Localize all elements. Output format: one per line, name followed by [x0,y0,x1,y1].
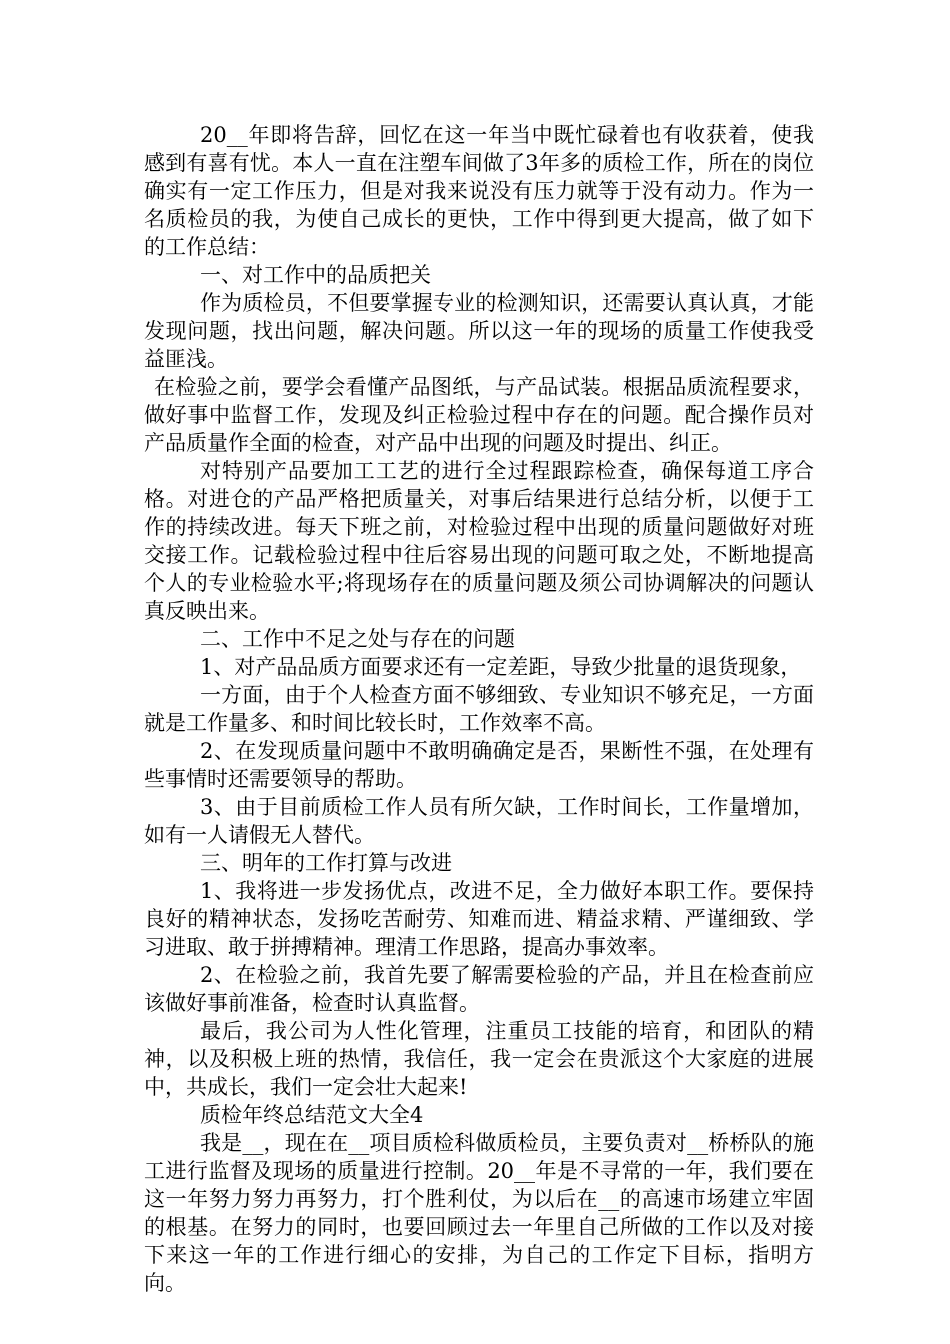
paragraph: 我是__，现在在__项目质检科做质检员，主要负责对__桥桥队的施工进行监督及现场的质量进行控制。20__年是不寻常的一年，我们要在这一年努力努力再努力，打个胜利仗，为以后在__的高速市场建立牢固的根基。在努力的同时，也要回顾过去一年里自己所做的工作以及对接下来这一年的工作进行细心的安排，为自己的工作定下目标，指明方向。 [144,1131,814,1295]
paragraph: 对特别产品要加工工艺的进行全过程跟踪检查，确保每道工序合格。对进仓的产品严格把质量关，对事后结果进行总结分析，以便于工作的持续改进。每天下班之前，对检验过程中出现的质量问题做好对班交接工作。记载检验过程中往后容易出现的问题可取之处，不断地提高个人的专业检验水平;将现场存在的质量问题及须公司协调解决的问题认真反映出来。 [144,459,814,623]
paragraph: 一方面，由于个人检查方面不够细致、专业知识不够充足，一方面就是工作量多、和时间比较长时，工作效率不高。 [144,683,814,735]
paragraph: 1、对产品品质方面要求还有一定差距，导致少批量的退货现象， [200,655,802,679]
section-heading-3: 三、明年的工作打算与改进 [200,851,452,875]
paragraph: 在检验之前，要学会看懂产品图纸，与产品试装。根据品质流程要求，做好事中监督工作，发现及纠正检验过程中存在的问题。配合操作员对产品质量作全面的检查，对产品中出现的问题及时提出、纠正。 [144,375,814,455]
section-heading-1: 一、对工作中的品质把关 [200,263,431,287]
paragraph: 最后，我公司为人性化管理，注重员工技能的培育，和团队的精神，以及积极上班的热情，我信任，我一定会在贵派这个大家庭的进展中，共成长，我们一定会壮大起来! [144,1019,814,1099]
article-title: 质检年终总结范文大全4 [200,1103,424,1127]
paragraph-intro: 20__年即将告辞，回忆在这一年当中既忙碌着也有收获着，使我感到有喜有忧。本人一直在注塑车间做了3年多的质检工作，所在的岗位确实有一定工作压力，但是对我来说没有压力就等于没有动力。作为一名质检员的我，为使自己成长的更快，工作中得到更大提高，做了如下的工作总结： [144,123,814,259]
paragraph: 作为质检员，不但要掌握专业的检测知识，还需要认真认真，才能发现问题，找出问题，解决问题。所以这一年的现场的质量工作使我受益匪浅。 [144,291,814,371]
document-body [144,121,814,1297]
paragraph: 2、在检验之前，我首先要了解需要检验的产品，并且在检查前应该做好事前准备，检查时认真监督。 [144,963,814,1015]
section-heading-2: 二、工作中不足之处与存在的问题 [200,627,515,651]
paragraph: 1、我将进一步发扬优点，改进不足，全力做好本职工作。要保持良好的精神状态，发扬吃苦耐劳、知难而进、精益求精、严谨细致、学习进取、敢于拼搏精神。理清工作思路，提高办事效率。 [144,879,814,959]
paragraph: 3、由于目前质检工作人员有所欠缺，工作时间长，工作量增加，如有一人请假无人替代。 [144,795,814,847]
paragraph: 2、在发现质量问题中不敢明确确定是否，果断性不强，在处理有些事情时还需要领导的帮助。 [144,739,814,791]
